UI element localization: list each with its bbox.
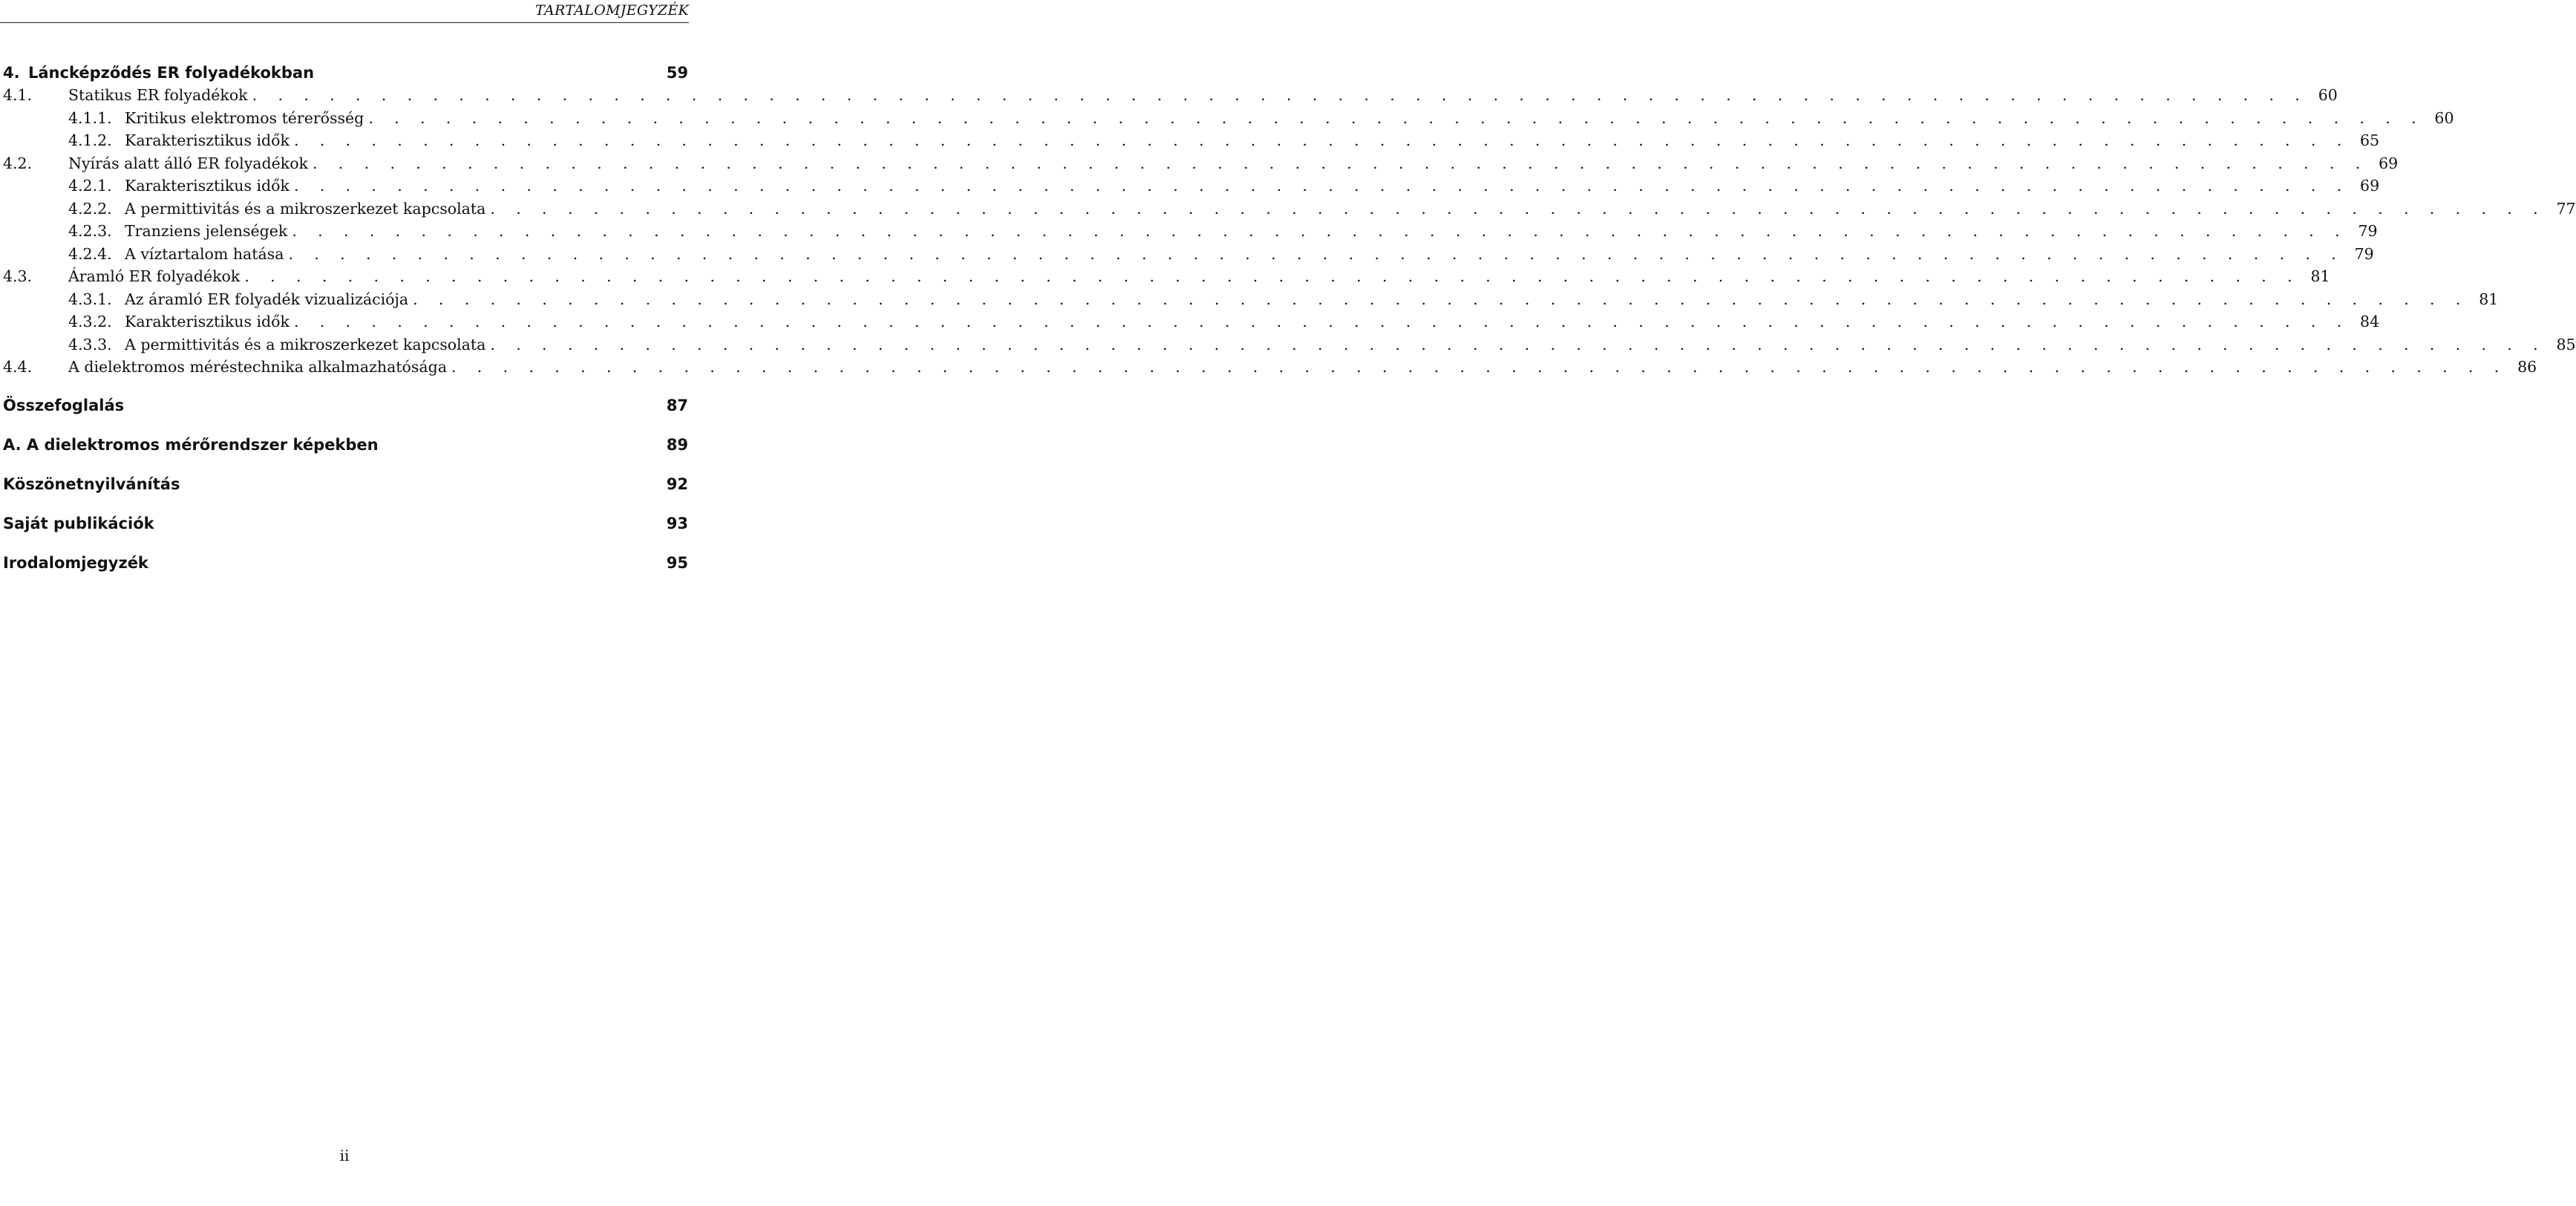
toc-chapter-page: 92 <box>666 475 688 493</box>
toc-entry-number: 4.4. <box>3 358 33 376</box>
toc-entry[interactable] <box>3 175 2380 198</box>
toc-entry-number: 4.2.4. <box>68 244 112 263</box>
toc-entry-number: 4.3.2. <box>68 313 112 330</box>
dot-leader: . . . . . . . . . . . . . . . . . . . . . . . . . . . . . . . . . . . . . . . . . . . . . . . . . . . . . . . . . . . . . . . . . . . . . . . . . . . . . . . . <box>368 108 2425 127</box>
toc-entry-number: 4.1.1. <box>68 108 112 127</box>
toc-entry-number: 4.1.2. <box>68 131 112 149</box>
toc-entry[interactable] <box>3 356 2537 379</box>
toc-entry-title: Áramló ER folyadékok <box>68 267 241 285</box>
toc-chapter[interactable] <box>3 465 688 504</box>
dot-leader: . . . . . . . . . . . . . . . . . . . . . . . . . . . . . . . . . . . . . . . . . . . . . . . . . . . . . . . . . . . . . . . . . . . . . . . . . . . . . . . . <box>490 199 2546 218</box>
toc-entry-title: Statikus ER folyadékok <box>68 86 248 104</box>
toc-entry-title: A víztartalom hatása <box>125 244 284 263</box>
toc-entry-number: 4.2.1. <box>68 177 112 195</box>
toc-entry[interactable] <box>3 129 2380 152</box>
toc-entry-page: 65 <box>2360 131 2380 149</box>
toc-entry-number: 4.2.3. <box>68 222 112 240</box>
dot-leader: . . . . . . . . . . . . . . . . . . . . . . . . . . . . . . . . . . . . . . . . . . . . . . . . . . . . . . . . . . . . . . . . . . . . . . . . . . . . . . . . <box>312 154 2369 172</box>
toc-chapter-title: Irodalomjegyzék <box>3 553 148 572</box>
toc-entry-title: Tranziens jelenségek <box>125 222 288 240</box>
toc-chapter-title: Láncképződés ER folyadékokban <box>28 64 315 82</box>
dot-leader: . . . . . . . . . . . . . . . . . . . . . . . . . . . . . . . . . . . . . . . . . . . . . . . . . . . . . . . . . . . . . . . . . . . . . . . . . . . . . . . . <box>413 290 2469 308</box>
toc-entry-title: Karakterisztikus idők <box>125 313 290 330</box>
toc-entry[interactable] <box>3 288 2499 311</box>
toc-entry-page: 60 <box>2434 108 2454 127</box>
toc-entry-page: 81 <box>2310 267 2330 285</box>
toc-chapter-title: Saját publikációk <box>3 514 154 532</box>
toc-entry-title: Kritikus elektromos térerősség <box>125 108 365 127</box>
toc-entry[interactable] <box>3 84 2338 107</box>
running-header-title: TARTALOMJEGYZÉK <box>535 2 689 19</box>
toc-chapter-title: Összefoglalás <box>3 396 125 414</box>
toc-entry-title: A permittivitás és a mikroszerkezet kapcsolata <box>125 199 486 218</box>
toc-entry-page: 60 <box>2318 86 2338 104</box>
table-of-contents <box>3 62 2576 583</box>
toc-chapter-page: 87 <box>666 396 688 414</box>
dot-leader: . . . . . . . . . . . . . . . . . . . . . . . . . . . . . . . . . . . . . . . . . . . . . . . . . . . . . . . . . . . . . . . . . . . . . . . . . . . . . . . . <box>293 177 2350 195</box>
toc-entry-page: 69 <box>2379 154 2399 172</box>
toc-chapter-page: 93 <box>666 514 688 532</box>
toc-chapter-4[interactable] <box>3 62 688 84</box>
toc-chapter-number: 4. <box>3 64 20 82</box>
toc-entry-number: 4.3. <box>3 267 33 285</box>
toc-entry-title: Karakterisztikus idők <box>125 177 290 195</box>
toc-entry-page: 79 <box>2354 244 2374 263</box>
toc-chapter[interactable] <box>3 544 688 583</box>
toc-chapter-title: Köszönetnyilvánítás <box>3 475 180 493</box>
dot-leader: . . . . . . . . . . . . . . . . . . . . . . . . . . . . . . . . . . . . . . . . . . . . . . . . . . . . . . . . . . . . . . . . . . . . . . . . . . . . . . . . <box>293 131 2350 149</box>
toc-entry-title: A permittivitás és a mikroszerkezet kapcsolata <box>125 335 486 353</box>
toc-entry[interactable] <box>3 107 2454 130</box>
toc-entry[interactable] <box>3 220 2378 243</box>
toc-entry[interactable] <box>3 265 2330 288</box>
dot-leader: . . . . . . . . . . . . . . . . . . . . . . . . . . . . . . . . . . . . . . . . . . . . . . . . . . . . . . . . . . . . . . . . . . . . . . . . . . . . . . . . <box>288 244 2344 263</box>
toc-entry-page: 69 <box>2360 177 2380 195</box>
dot-leader: . . . . . . . . . . . . . . . . . . . . . . . . . . . . . . . . . . . . . . . . . . . . . . . . . . . . . . . . . . . . . . . . . . . . . . . . . . . . . . . . <box>244 267 2301 285</box>
toc-chapter-page: 89 <box>666 435 688 454</box>
running-header <box>0 0 689 23</box>
dot-leader: . . . . . . . . . . . . . . . . . . . . . . . . . . . . . . . . . . . . . . . . . . . . . . . . . . . . . . . . . . . . . . . . . . . . . . . . . . . . . . . . <box>252 86 2308 104</box>
toc-chapter[interactable] <box>3 426 688 465</box>
toc-entry-number: 4.2. <box>3 154 33 172</box>
toc-chapter-page: 59 <box>666 64 688 82</box>
toc-entry-page: 77 <box>2556 199 2576 218</box>
toc-entry-page: 86 <box>2517 358 2537 376</box>
toc-entry-number: 4.1. <box>3 86 33 104</box>
toc-entry-number: 4.3.1. <box>68 290 112 308</box>
toc-entry-page: 79 <box>2358 222 2378 240</box>
toc-chapter[interactable] <box>3 504 688 544</box>
page-number: ii <box>339 1147 350 1164</box>
toc-chapter-title: A. A dielektromos mérőrendszer képekben <box>3 435 379 454</box>
dot-leader: . . . . . . . . . . . . . . . . . . . . . . . . . . . . . . . . . . . . . . . . . . . . . . . . . . . . . . . . . . . . . . . . . . . . . . . . . . . . . . . . <box>451 358 2508 376</box>
toc-entry-title: Az áramló ER folyadék vizualizációja <box>125 290 409 308</box>
toc-entry[interactable] <box>3 198 2576 221</box>
toc-entry[interactable] <box>3 310 2380 333</box>
toc-entry-page: 81 <box>2479 290 2499 308</box>
dot-leader: . . . . . . . . . . . . . . . . . . . . . . . . . . . . . . . . . . . . . . . . . . . . . . . . . . . . . . . . . . . . . . . . . . . . . . . . . . . . . . . . <box>292 222 2348 240</box>
toc-entry-page: 85 <box>2556 335 2576 353</box>
toc-entry-number: 4.3.3. <box>68 335 112 353</box>
toc-entry-page: 84 <box>2360 313 2380 330</box>
toc-entry[interactable] <box>3 152 2399 175</box>
toc-chapter-page: 95 <box>666 553 688 572</box>
toc-entry-title: Karakterisztikus idők <box>125 131 290 149</box>
toc-entry-title: A dielektromos méréstechnika alkalmazhatósága <box>68 358 447 376</box>
toc-entry-title: Nyírás alatt álló ER folyadékok <box>68 154 308 172</box>
dot-leader: . . . . . . . . . . . . . . . . . . . . . . . . . . . . . . . . . . . . . . . . . . . . . . . . . . . . . . . . . . . . . . . . . . . . . . . . . . . . . . . . <box>490 335 2546 353</box>
dot-leader: . . . . . . . . . . . . . . . . . . . . . . . . . . . . . . . . . . . . . . . . . . . . . . . . . . . . . . . . . . . . . . . . . . . . . . . . . . . . . . . . <box>293 313 2350 330</box>
toc-entry-number: 4.2.2. <box>68 199 112 218</box>
toc-entry[interactable] <box>3 333 2576 356</box>
toc-entry[interactable] <box>3 243 2374 266</box>
toc-chapter[interactable] <box>3 386 688 426</box>
